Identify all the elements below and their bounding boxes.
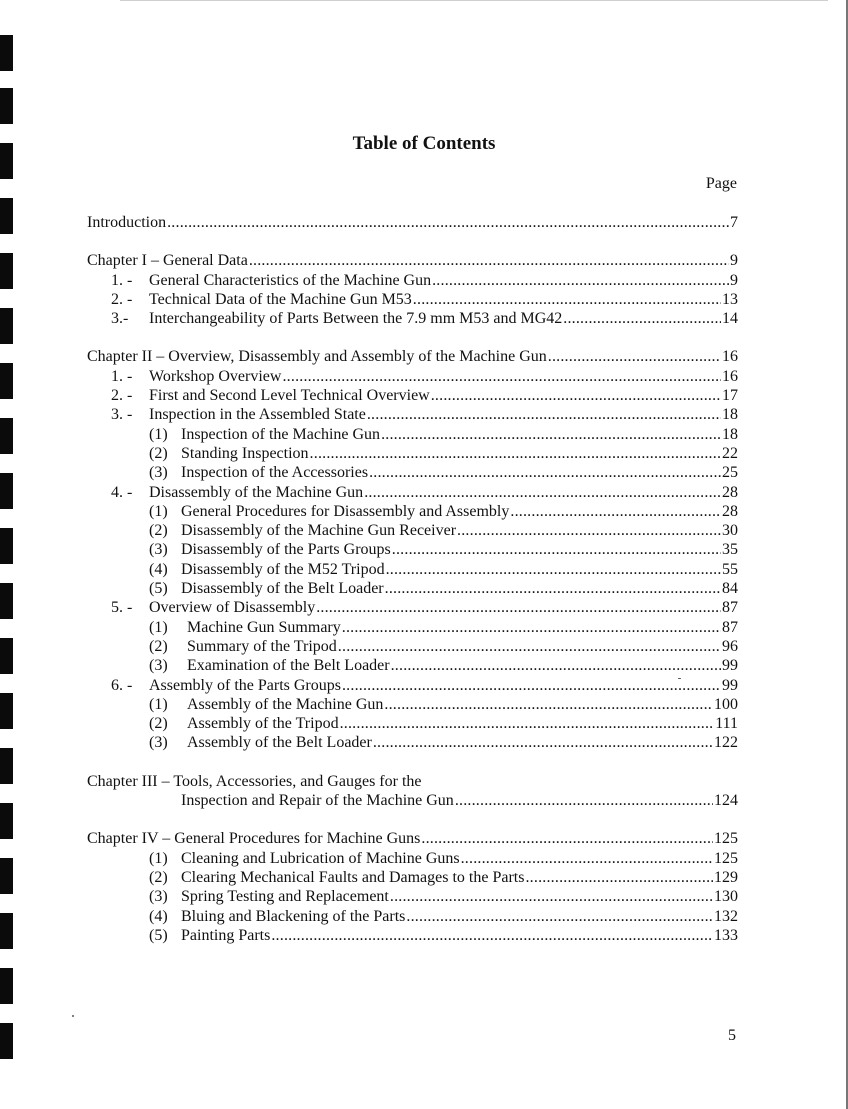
toc-entry-title: Assembly of the Parts Groups [149,676,341,694]
toc-entry-page: 133 [714,926,738,944]
binder-hole-mark [0,35,13,71]
toc-entry-title: Disassembly of the Machine Gun Receiver [181,522,457,540]
toc-entry [87,290,738,309]
toc-entry-number: 5. - [111,599,133,617]
toc-entry-title: Inspection and Repair of the Machine Gun [181,792,454,810]
toc-entry-page: 9 [730,271,738,289]
toc-entry [87,791,738,810]
toc-entry [87,598,738,617]
binder-hole-mark [0,583,13,619]
toc-entry-page: 13 [722,290,738,308]
toc-entry-page: 28 [722,502,738,520]
toc-entry-page: 18 [722,425,738,443]
toc-dot-leader [384,695,713,714]
toc-entry-number: (3) [149,888,168,906]
toc-entry-page: 30 [722,522,738,540]
toc-entry-title: Introduction [87,214,167,231]
toc-entry-number: 3. - [111,406,133,424]
toc-entry-title: General Characteristics of the Machine Gun [149,271,432,289]
toc-entry-title: First and Second Level Technical Overview [149,387,430,405]
toc-entry-page: 9 [730,252,738,270]
toc-dot-leader [340,714,715,733]
binder-hole-mark [0,913,13,949]
toc-entry-number: 1. - [111,367,133,385]
toc-entry-number: 2. - [111,387,133,405]
toc-dot-leader [386,560,721,579]
toc-entry [87,347,738,366]
toc-dot-leader [391,656,721,675]
toc-entry [87,849,738,868]
toc-entry-page: 111 [715,715,738,733]
toc-entry-title: Bluing and Blackening of the Parts [181,907,406,925]
toc-entry [87,868,738,887]
toc-entry [87,213,738,232]
toc-dot-leader [282,367,721,386]
binder-hole-mark [0,198,13,234]
toc-entry-number: (2) [149,637,168,655]
toc-entry-page: 22 [722,444,738,462]
toc-entry-title: Technical Data of the Machine Gun M53 [149,290,412,308]
toc-entry-number: (2) [149,868,168,886]
toc-entry-title: Chapter III – Tools, Accessories, and Gauges for the [87,772,422,790]
toc-entry-title: Disassembly of the M52 Tripod [181,560,385,578]
toc-entry-number: (5) [149,580,168,598]
toc-dot-leader [342,618,721,637]
binder-hole-mark [0,88,13,124]
toc-entry-page: 7 [730,214,738,231]
toc-entry-number: 6. - [111,676,133,694]
toc-entry-page: 55 [722,560,738,578]
toc-entry-page: 132 [714,907,738,925]
toc-entry-title: Examination of the Belt Loader [187,657,390,675]
toc-entry [87,463,738,482]
toc-entry-page: 84 [722,580,738,598]
toc-dot-leader [392,540,721,559]
toc-dot-leader [525,868,713,887]
scan-speck [72,1015,74,1017]
binder-hole-mark [0,1023,13,1059]
toc-dot-leader [385,579,721,598]
toc-entry-page: 35 [722,541,738,559]
toc-entry-page: 18 [722,406,738,424]
toc-dot-leader [342,676,721,695]
toc-dot-leader [367,405,721,424]
toc-entry-title: Inspection of the Accessories [181,464,369,482]
toc-dot-leader [563,309,721,328]
toc-dot-leader [167,213,729,232]
binder-hole-mark [0,638,13,674]
toc-dot-leader [249,251,729,270]
toc-entry-page: 130 [714,888,738,906]
scan-top-line [120,0,828,1]
toc-entry-page: 25 [722,464,738,482]
toc-entry-title: Machine Gun Summary [187,618,341,636]
toc-entry-number: (1) [149,425,168,443]
toc-entry-number: (2) [149,522,168,540]
toc-entry-title: Clearing Mechanical Faults and Damages to the Parts [181,868,525,886]
toc-dot-leader [369,463,721,482]
toc-list [87,213,738,945]
toc-entry-page: 16 [722,367,738,385]
binder-hole-mark [0,308,13,344]
toc-entry-number: (1) [149,849,168,867]
toc-dot-leader [431,386,721,405]
toc-entry [87,521,738,540]
scan-speck [678,678,681,679]
toc-entry [87,829,738,848]
toc-entry-page: 28 [722,483,738,501]
toc-entry-title: Cleaning and Lubrication of Machine Guns [181,849,460,867]
toc-entry-number: (3) [149,657,168,675]
toc-entry-title: Chapter IV – General Procedures for Machine Guns [87,830,421,848]
toc-entry-title: Interchangeability of Parts Between the 7.9 mm M53 and MG42 [149,310,563,328]
toc-entry-title: Disassembly of the Belt Loader [181,580,384,598]
toc-dot-leader [271,926,713,945]
toc-entry [87,271,738,290]
toc-entry-page: 124 [714,792,738,810]
binder-hole-mark [0,473,13,509]
toc-dot-leader [364,483,721,502]
toc-entry-number: 1. - [111,271,133,289]
toc-entry-number: (2) [149,444,168,462]
toc-entry-number: (3) [149,464,168,482]
toc-entry-title: Overview of Disassembly [149,599,316,617]
toc-entry-page: 100 [714,695,738,713]
toc-entry-page: 125 [714,830,738,848]
toc-entry-number: (3) [149,734,168,752]
toc-dot-leader [461,849,713,868]
toc-entry-title: Assembly of the Belt Loader [187,734,372,752]
toc-entry-page: 17 [722,387,738,405]
toc-dot-leader [381,425,721,444]
binder-hole-mark [0,363,13,399]
toc-dot-leader [338,637,721,656]
toc-entry [87,444,738,463]
toc-entry-page: 129 [714,868,738,886]
toc-entry-title: Chapter II – Overview, Disassembly and Assembly of the Machine Gun [87,348,547,366]
binder-hole-mark [0,803,13,839]
toc-entry-page: 16 [722,348,738,366]
toc-entry [87,579,738,598]
toc-entry [87,907,738,926]
page-title: Table of Contents [352,133,496,154]
toc-entry [87,772,738,791]
toc-entry-title: Assembly of the Machine Gun [187,695,384,713]
toc-entry-number: 2. - [111,290,133,308]
toc-entry-number: (1) [149,695,168,713]
toc-entry-title: Summary of the Tripod [187,637,337,655]
toc-dot-leader [413,290,721,309]
toc-entry-title: Spring Testing and Replacement [181,888,389,906]
toc-entry-page: 87 [722,618,738,636]
toc-entry [87,367,738,386]
toc-dot-leader [406,907,713,926]
toc-entry [87,560,738,579]
toc-entry [87,483,738,502]
toc-entry-page: 87 [722,599,738,617]
page-number: 5 [728,1027,736,1044]
toc-dot-leader [548,347,721,366]
toc-entry-number: (2) [149,715,168,733]
toc-entry-title: Disassembly of the Machine Gun [149,483,364,501]
toc-entry [87,425,738,444]
toc-entry-title: Inspection of the Machine Gun [181,425,381,443]
toc-entry [87,386,738,405]
toc-entry-title: Inspection in the Assembled State [149,406,366,424]
toc-entry-page: 96 [722,637,738,655]
toc-entry-title: Standing Inspection [181,444,309,462]
toc-entry [87,405,738,424]
toc-entry [87,926,738,945]
toc-dot-leader [432,271,729,290]
toc-dot-leader [421,829,713,848]
toc-entry-number: (1) [149,502,168,520]
toc-dot-leader [457,521,721,540]
toc-dot-leader [390,887,713,906]
binder-hole-mark [0,858,13,894]
toc-entry-number: (4) [149,907,168,925]
toc-entry-number: (1) [149,618,168,636]
toc-entry-number: 4. - [111,483,133,501]
toc-dot-leader [373,733,713,752]
binder-hole-mark [0,418,13,454]
toc-entry [87,733,738,752]
toc-entry-page: 99 [722,657,738,675]
toc-entry-title: Chapter I – General Data [87,252,248,270]
toc-entry-number: 3.- [111,310,129,328]
toc-entry-page: 125 [714,849,738,867]
toc-entry [87,251,738,270]
toc-entry-number: (4) [149,560,168,578]
toc-entry-number: (5) [149,926,168,944]
binder-hole-mark [0,253,13,289]
toc-entry-title: Workshop Overview [149,367,282,385]
page-column-header: Page [705,175,737,192]
toc-entry [87,540,738,559]
toc-entry-page: 14 [722,310,738,328]
toc-entry-title: Assembly of the Tripod [187,715,339,733]
binder-hole-mark [0,528,13,564]
toc-entry-page: 99 [722,676,738,694]
toc-entry-title: General Procedures for Disassembly and Assembly [181,502,510,520]
toc-dot-leader [316,598,721,617]
toc-entry [87,656,738,675]
toc-entry-page: 122 [714,734,738,752]
toc-entry [87,502,738,521]
toc-entry [87,714,738,733]
binder-hole-mark [0,693,13,729]
toc-entry [87,309,738,328]
toc-entry-title: Disassembly of the Parts Groups [181,541,391,559]
toc-entry-number: (3) [149,541,168,559]
binder-hole-mark [0,748,13,784]
toc-entry-title: Painting Parts [181,926,271,944]
toc-entry [87,887,738,906]
toc-entry [87,676,738,695]
toc-entry [87,618,738,637]
binder-hole-mark [0,968,13,1004]
toc-dot-leader [310,444,721,463]
toc-dot-leader [455,791,713,810]
toc-entry [87,695,738,714]
toc-entry [87,637,738,656]
toc-dot-leader [510,502,721,521]
